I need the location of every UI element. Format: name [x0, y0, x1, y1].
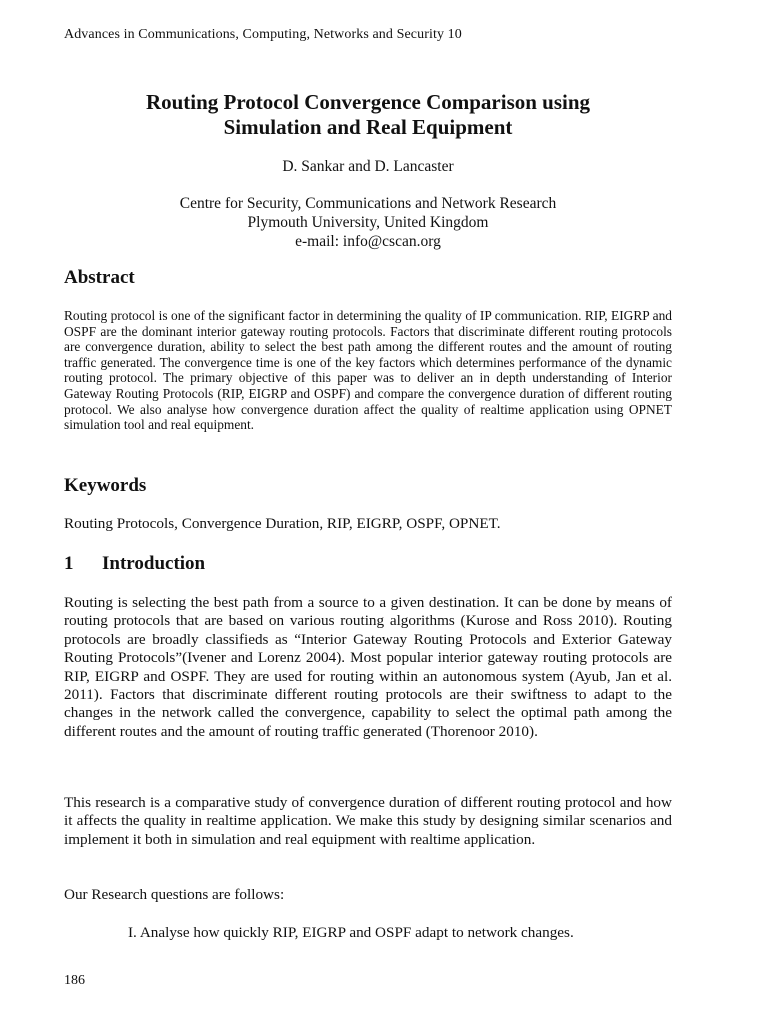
title-line-2: Simulation and Real Equipment	[223, 115, 513, 139]
paper-title	[64, 90, 672, 140]
abstract-heading: Abstract	[64, 267, 135, 288]
introduction-paragraph-2: This research is a comparative study of convergence duration of different routing protocol and how it affects the quality in realtime application. We make this study by designing similar scenarios and implement it both in simulation and real equipment with realtime application.	[64, 794, 672, 848]
introduction-paragraph-3: Our Research questions are follows:	[64, 886, 285, 903]
section-title: Introduction	[102, 553, 206, 574]
introduction-paragraph-1: Routing is selecting the best path from a source to a given destination. It can be done by means of routing protocols that are based on various routing algorithms (Kurose and Ross 2010). Routing protocols are broadly classifieds as “Interior Gateway Routing Protocols and Exterior Gateway Routing Protocols”(Ivener and Lorenz 2004). Most popular interior gateway routing protocols are RIP, EIGRP and OSPF. They are used for routing within an autonomous system (Ayub, Jan et al. 2011). Factors that discriminate different routing protocols are their swiftness to adapt to the changes in the network called the convergence, capability to select the optimal path among the different routes and the amount of routing traffic generated (Thorenoor 2010).	[64, 594, 672, 740]
running-header: Advances in Communications, Computing, Networks and Security 10	[64, 27, 462, 42]
keywords-text: Routing Protocols, Convergence Duration, RIP, EIGRP, OSPF, OPNET.	[64, 515, 501, 532]
abstract-text: Routing protocol is one of the significant factor in determining the quality of IP communication. RIP, EIGRP and OSPF are the dominant interior gateway routing protocols. Factors that discriminate different routing protocols are convergence duration, ability to select the best path among the different routes and the amount of routing traffic generated. The convergence time is one of the key factors which determines performance of the dynamic routing protocol. The primary objective of this paper was to deliver an in depth understanding of Interior Gateway Routing Protocols (RIP, EIGRP and OSPF) and compare the convergence duration of different routing protocol. We also analyse how convergence duration affect the quality of realtime application using OPNET simulation tool and real equipment.	[64, 308, 672, 433]
section-number: 1	[64, 553, 74, 574]
research-question-1: I. Analyse how quickly RIP, EIGRP and OSPF adapt to network changes.	[128, 924, 574, 941]
affiliation-line-2: Plymouth University, United Kingdom	[247, 214, 489, 231]
affiliation-email: e-mail: info@cscan.org	[295, 233, 441, 250]
page-number: 186	[64, 973, 85, 988]
authors: D. Sankar and D. Lancaster	[282, 158, 454, 175]
affiliation	[64, 194, 672, 251]
keywords-heading: Keywords	[64, 475, 147, 496]
title-line-1: Routing Protocol Convergence Comparison using	[145, 90, 591, 114]
affiliation-line-1: Centre for Security, Communications and Network Research	[179, 195, 557, 212]
introduction-heading	[64, 553, 205, 575]
